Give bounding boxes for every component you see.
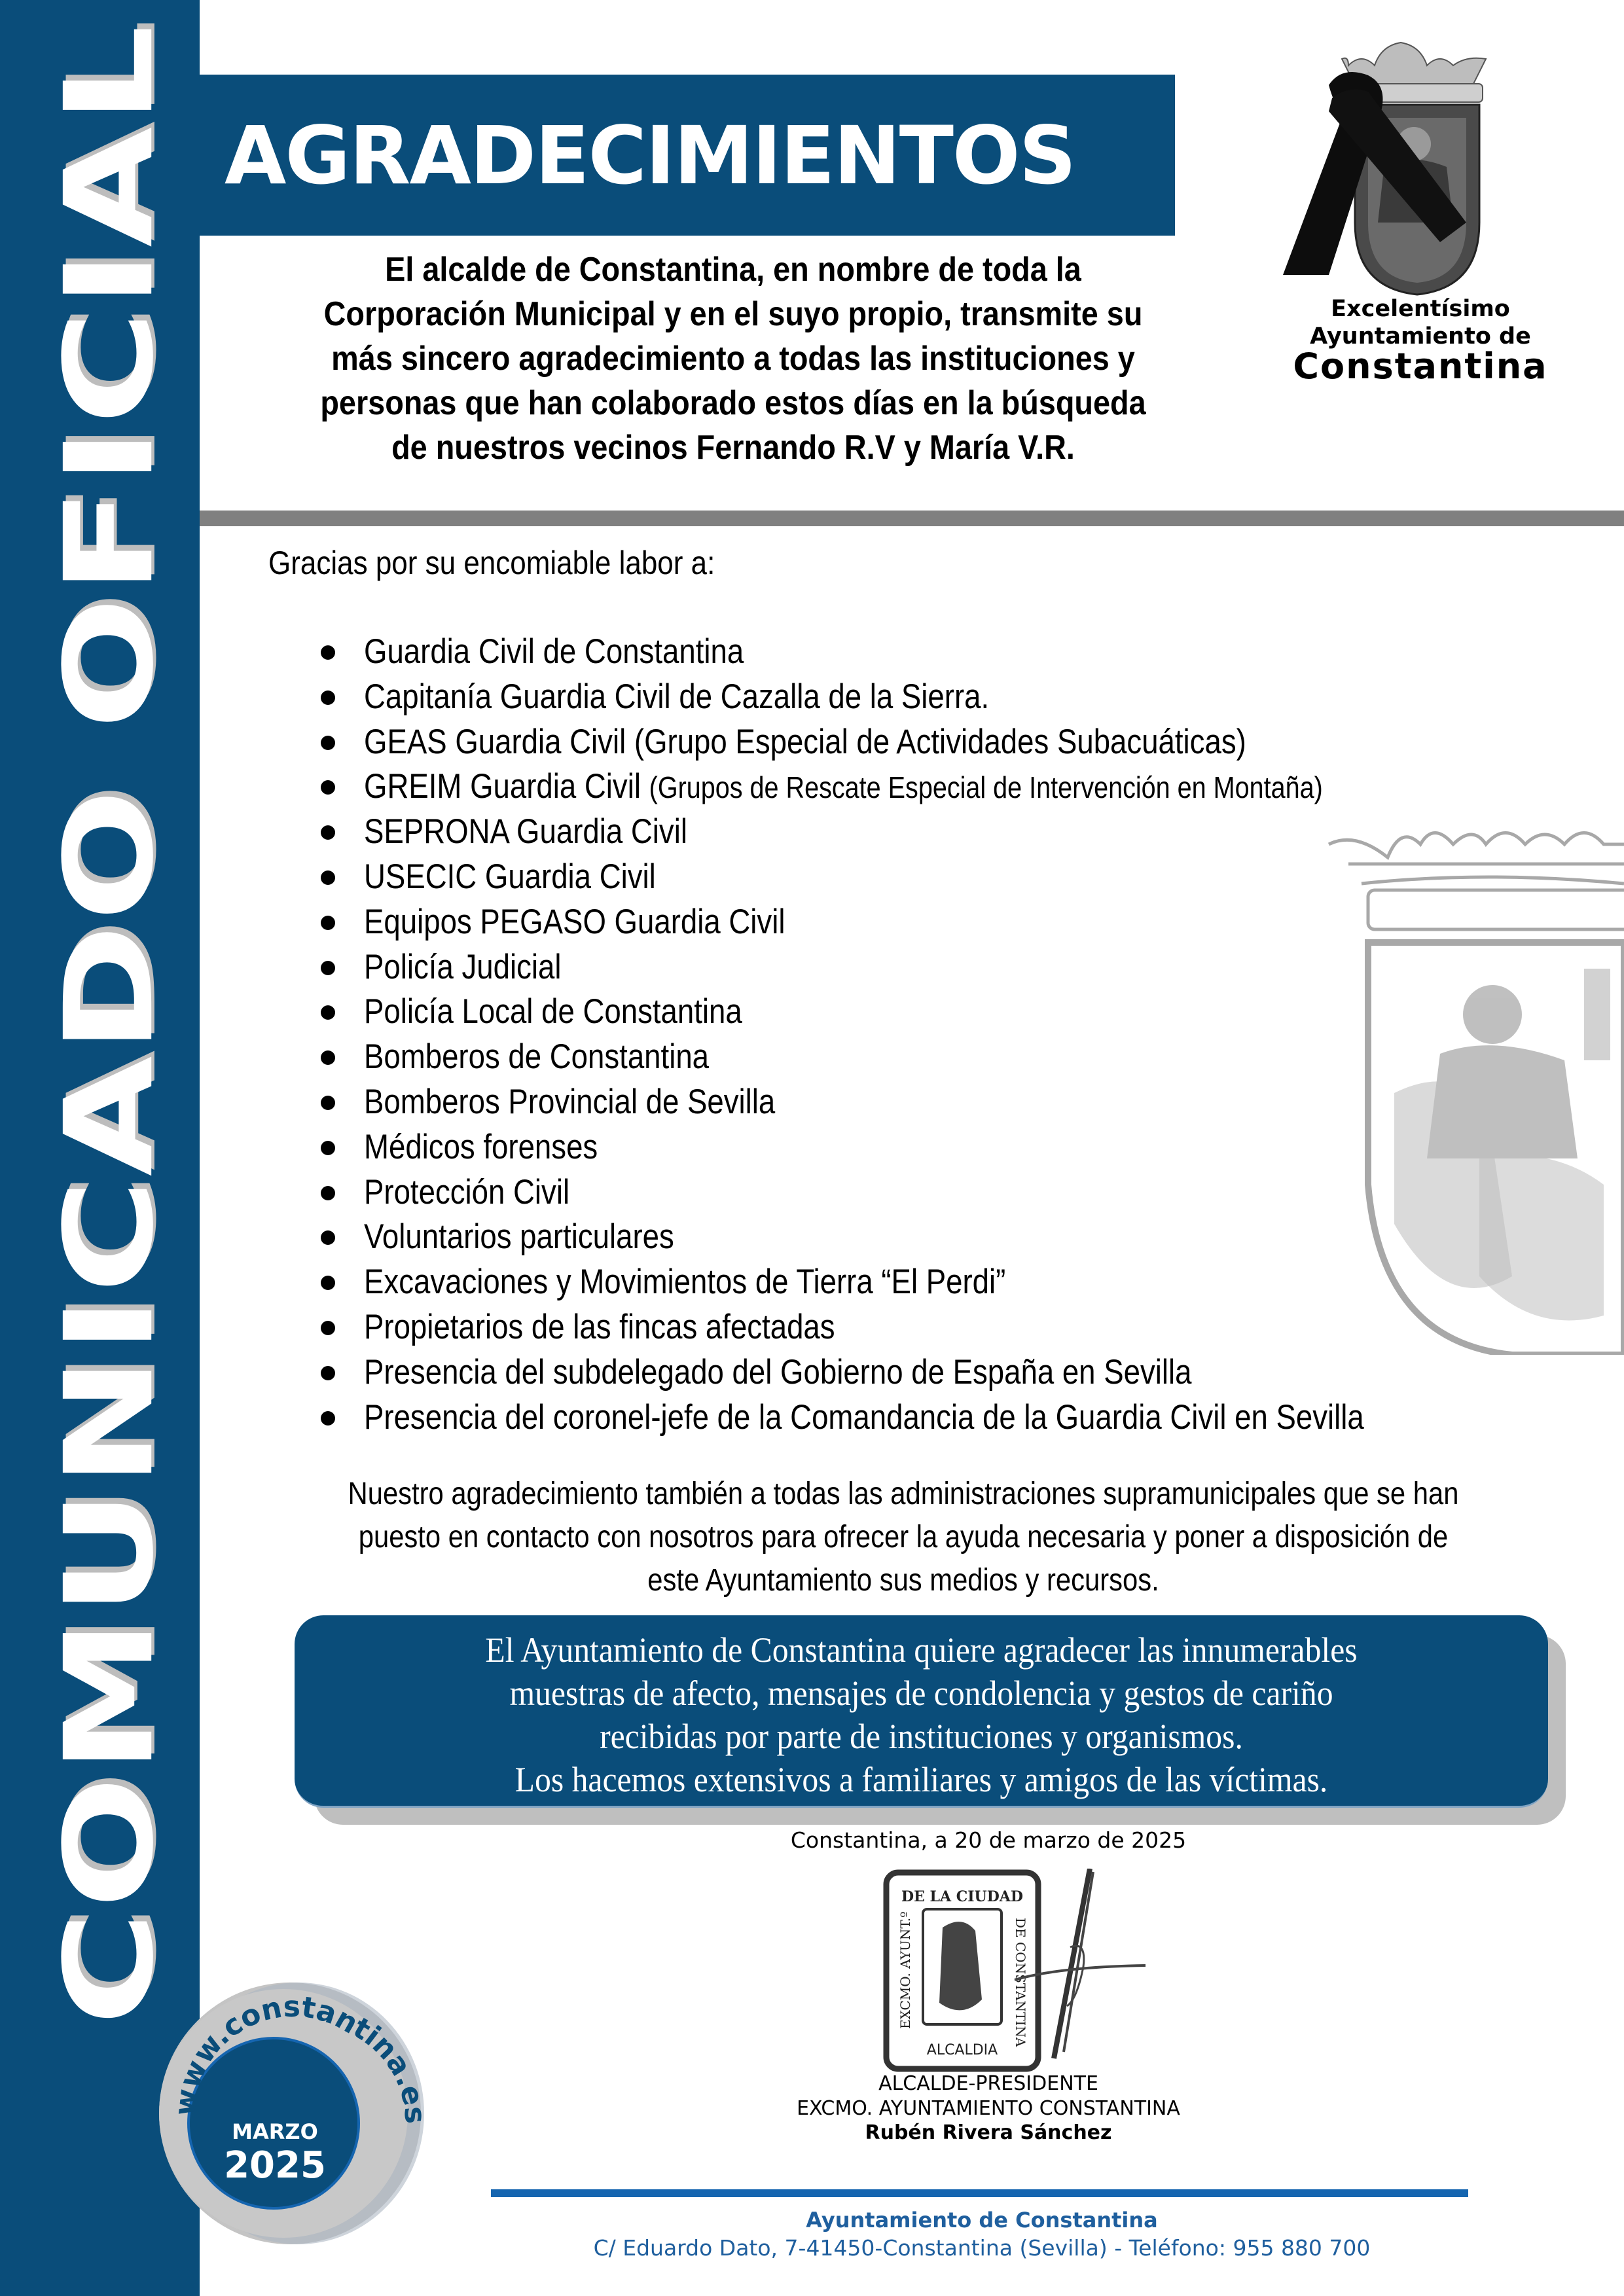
bullet-icon xyxy=(321,1230,335,1245)
signer-name: Rubén Rivera Sánchez xyxy=(865,2121,1112,2144)
thanks-line: Los hacemos extensivos a familiares y amigos de las víctimas. xyxy=(514,1760,1328,1799)
list-item-main: GREIM Guardia Civil xyxy=(364,767,649,806)
title-banner xyxy=(200,75,1175,236)
bullet-icon xyxy=(321,1005,335,1020)
sidebar-label-text: COMUNICADO OFICIAL xyxy=(39,22,181,2026)
badge-month: MARZO xyxy=(232,2119,318,2144)
list-item-text: Propietarios de las fincas afectadas xyxy=(364,1307,835,1346)
signature-icon xyxy=(926,1869,1178,2085)
admin-line: Nuestro agradecimiento también a todas las administraciones supramunicipales que se han xyxy=(348,1477,1459,1511)
intro-line: El alcalde de Constantina, en nombre de toda la xyxy=(385,251,1081,289)
logo-line-2: Ayuntamiento de xyxy=(1310,323,1531,350)
thanks-line: El Ayuntamiento de Constantina quiere agradecer las innumerables xyxy=(485,1630,1358,1670)
website-date-badge-icon xyxy=(149,1966,437,2254)
administrations-note xyxy=(334,1473,1473,1602)
list-item-text: Presencia del subdelegado del Gobierno de España en Sevilla xyxy=(364,1352,1192,1391)
intro-line: personas que han colaborado estos días en la búsqueda xyxy=(320,384,1146,422)
bullet-icon xyxy=(321,870,335,885)
stamp-left-text: EXCMO. AYUNT.º xyxy=(897,1911,913,2029)
bullet-icon xyxy=(321,691,335,705)
thanks-line: recibidas por parte de instituciones y organismos. xyxy=(600,1717,1243,1756)
sidebar-label xyxy=(39,22,181,2026)
stamp-bottom-text: ALCALDIA xyxy=(926,2042,998,2058)
list-item-text: Protección Civil xyxy=(364,1172,570,1211)
logo-line-3: Constantina xyxy=(1293,346,1548,387)
list-item-text: SEPRONA Guardia Civil xyxy=(364,812,687,852)
bullet-icon xyxy=(321,1321,335,1335)
intro-line: de nuestros vecinos Fernando R.V y María V.R. xyxy=(391,429,1075,467)
badge-url-text[interactable]: www.constantina.es xyxy=(168,1990,432,2125)
page-title: AGRADECIMIENTOS xyxy=(225,109,1075,202)
bullet-icon xyxy=(321,1096,335,1110)
intro-paragraph xyxy=(285,247,1181,470)
stamp-right-text: DE CONSTANTINA xyxy=(1013,1918,1028,2047)
bullet-icon xyxy=(321,1141,335,1155)
list-item-text: Equipos PEGASO Guardia Civil xyxy=(364,902,785,941)
bullet-icon xyxy=(321,1050,335,1065)
bullet-icon xyxy=(321,1366,335,1380)
bullet-icon xyxy=(321,825,335,840)
list-item-text: Excavaciones y Movimientos de Tierra “El Perdi” xyxy=(364,1263,1006,1302)
section-divider xyxy=(200,511,1624,526)
footer-organization: Ayuntamiento de Constantina xyxy=(806,2208,1158,2233)
list-item-text: Policía Local de Constantina xyxy=(364,992,742,1031)
bullet-icon xyxy=(321,645,335,660)
list-item-text: Policía Judicial xyxy=(364,947,562,986)
coat-of-arms-watermark-icon xyxy=(1316,818,1624,1355)
bullet-icon xyxy=(321,1276,335,1290)
thanks-line: muestras de afecto, mensajes de condolencia y gestos de cariño xyxy=(509,1674,1333,1713)
admin-line: puesto en contacto con nosotros para ofrecer la ayuda necesaria y poner a disposición de xyxy=(358,1520,1449,1554)
signer-role: ALCALDE-PRESIDENTE xyxy=(878,2072,1098,2095)
list-item-text: Presencia del coronel-jefe de la Comandancia de la Guardia Civil en Sevilla xyxy=(364,1397,1364,1437)
thanks-box xyxy=(295,1615,1548,1808)
sidebar-band xyxy=(0,0,200,2296)
list-item-text: Bomberos de Constantina xyxy=(364,1037,710,1077)
bullet-icon xyxy=(321,780,335,795)
list-item-text xyxy=(364,764,1323,810)
list-item-text: Capitanía Guardia Civil de Cazalla de la Sierra. xyxy=(364,677,990,716)
bullet-icon xyxy=(321,1411,335,1426)
stamp-top-text: DE LA CIUDAD xyxy=(901,1888,1023,1905)
list-item-text: Guardia Civil de Constantina xyxy=(364,632,744,671)
footer-address: C/ Eduardo Dato, 7-41450-Constantina (Sevilla) - Teléfono: 955 880 700 xyxy=(593,2235,1371,2261)
thanks-text xyxy=(345,1628,1498,1801)
admin-line: este Ayuntamiento sus medios y recursos. xyxy=(647,1563,1159,1598)
bullet-icon xyxy=(321,1186,335,1200)
footer-divider xyxy=(491,2189,1468,2197)
list-item-text: GEAS Guardia Civil (Grupo Especial de Actividades Subacuáticas) xyxy=(364,722,1246,761)
intro-line: más sincero agradecimiento a todas las instituciones y xyxy=(331,340,1135,378)
list-item-text: USECIC Guardia Civil xyxy=(364,857,656,896)
list-item-text: Voluntarios particulares xyxy=(364,1217,674,1257)
badge-year: 2025 xyxy=(224,2144,326,2187)
intro-line: Corporación Municipal y en el suyo propio, transmite su xyxy=(323,295,1143,333)
bullet-icon xyxy=(321,961,335,975)
list-item-text: Bomberos Provincial de Sevilla xyxy=(364,1082,776,1121)
signer-institution: EXCMO. AYUNTAMIENTO CONSTANTINA xyxy=(797,2097,1180,2120)
logo-line-1: Excelentísimo xyxy=(1331,296,1510,322)
gratitude-heading: Gracias por su encomiable labor a: xyxy=(268,545,715,581)
document-date: Constantina, a 20 de marzo de 2025 xyxy=(790,1827,1187,1853)
bullet-icon xyxy=(321,916,335,930)
list-item-detail: (Grupos de Rescate Especial de Intervención en Montaña) xyxy=(649,770,1323,805)
list-item-text: Médicos forenses xyxy=(364,1127,598,1166)
bullet-icon xyxy=(321,736,335,750)
